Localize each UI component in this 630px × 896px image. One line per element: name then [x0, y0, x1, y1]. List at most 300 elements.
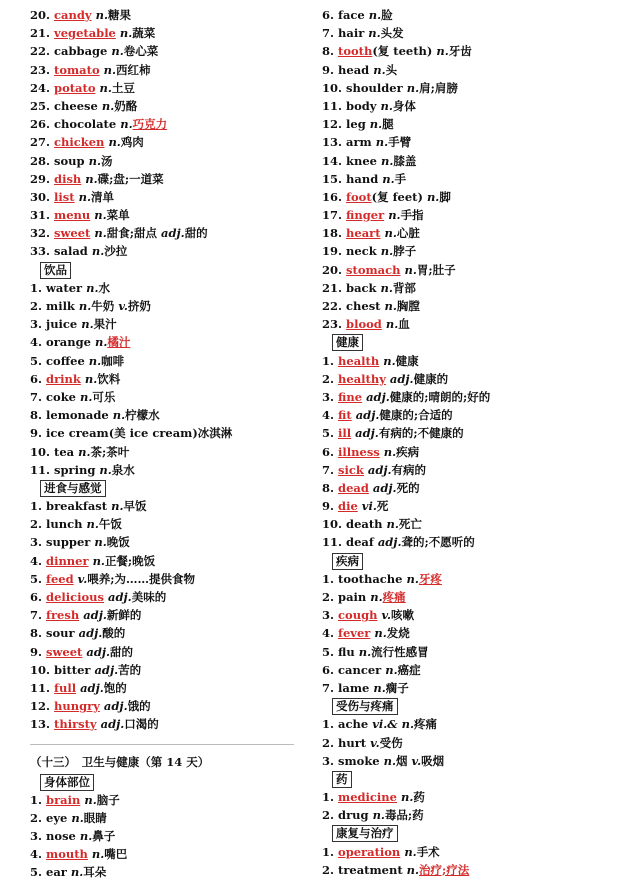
- entry-number: 1.: [322, 571, 335, 586]
- vocab-entry: [30, 115, 300, 133]
- entry-part-of-speech: n.: [119, 26, 133, 41]
- entry-number: 11.: [322, 535, 343, 550]
- entry-part-of-speech: n.: [101, 98, 115, 113]
- vocab-entry: [322, 352, 622, 370]
- entry-meaning: 药: [413, 790, 425, 805]
- entry-number: 6.: [322, 444, 335, 459]
- entry-number: 7.: [30, 608, 43, 623]
- entry-word: mouth: [46, 847, 88, 862]
- entry-meaning: 泉水: [111, 462, 135, 477]
- entry-number: 10.: [322, 80, 343, 95]
- category-heading-row: [30, 479, 300, 497]
- entry-part-of-speech: adj.: [80, 680, 104, 695]
- entry-word: healthy: [338, 371, 386, 386]
- category-heading-row: [30, 773, 300, 791]
- entry-word: death: [346, 517, 383, 532]
- vocab-entry: [322, 279, 622, 297]
- vocab-entry: [30, 370, 300, 388]
- entry-number: 13.: [30, 717, 51, 732]
- entry-meaning: 身体: [392, 98, 416, 113]
- entry-part-of-speech: n.: [78, 444, 91, 459]
- entry-number: 1.: [322, 790, 335, 805]
- entry-part-of-speech: n.: [384, 226, 397, 241]
- entry-meaning: 肩;肩膀: [419, 80, 458, 95]
- entry-meaning: 汤: [100, 153, 113, 168]
- entry-word: back: [346, 280, 377, 295]
- entry-number: 2.: [30, 810, 43, 825]
- entry-word: ache: [338, 717, 369, 732]
- vocab-entry: [322, 133, 622, 151]
- entry-part-of-speech: n.: [80, 389, 93, 404]
- entry-number: 21.: [322, 280, 343, 295]
- vocab-entry: [322, 479, 622, 497]
- entry-number: 12.: [322, 117, 343, 132]
- entry-number: 2.: [30, 517, 43, 532]
- entry-number: 8.: [30, 626, 43, 641]
- entry-number: 23.: [322, 317, 343, 332]
- entry-part-of-speech: n.: [71, 810, 84, 825]
- entry-number: 1.: [30, 280, 43, 295]
- entry-number: 30.: [30, 189, 51, 204]
- entry-word: knee: [346, 153, 377, 168]
- vocab-entry: [30, 809, 300, 827]
- category-heading-row: [322, 333, 622, 351]
- entry-word: tomato: [54, 62, 100, 77]
- entry-meaning: 聋的;不愿听的: [401, 535, 475, 550]
- entry-word: salad: [54, 244, 88, 259]
- entry-meaning: 晚饭: [106, 535, 130, 550]
- vocab-entry: [30, 315, 300, 333]
- vocab-entry: [322, 370, 622, 388]
- vocab-entry: [30, 97, 300, 115]
- entry-meaning: 蔬菜: [132, 26, 156, 41]
- entry-number: 28.: [30, 153, 51, 168]
- entry-number: 7.: [322, 26, 335, 41]
- entry-word: finger: [346, 208, 385, 223]
- entry-number: 1.: [30, 499, 43, 514]
- entry-meaning: 疼痛: [382, 590, 406, 604]
- entry-number: 4.: [30, 335, 43, 350]
- entry-word: vegetable: [54, 26, 116, 41]
- entry-part-of-speech: n.: [94, 335, 108, 350]
- entry-number: 25.: [30, 98, 51, 113]
- entry-number: 11.: [30, 462, 51, 477]
- vocab-entry: [30, 6, 300, 24]
- entry-word: tooth: [338, 44, 373, 59]
- entry-part-of-speech: n.: [95, 8, 108, 22]
- entry-number: 2.: [322, 862, 335, 877]
- entry-meaning: 死的: [396, 480, 420, 495]
- entry-number: 6.: [322, 8, 335, 22]
- entry-number: 6.: [30, 371, 43, 386]
- entry-word: orange: [46, 335, 91, 350]
- entry-part-of-speech: n.: [79, 829, 93, 844]
- entry-word: tea: [54, 444, 75, 459]
- vocab-entry: [322, 461, 622, 479]
- entry-meaning: 脖子: [393, 244, 417, 259]
- entry-word: fever: [338, 626, 371, 641]
- entry-meaning: 死亡: [398, 517, 422, 532]
- entry-part-of-speech: n.: [78, 299, 92, 313]
- entry-word: menu: [54, 208, 91, 223]
- entry-word: lemonade: [46, 408, 109, 423]
- entry-part-of-speech: vi.& n.: [372, 717, 414, 732]
- entry-meaning: 鼻子: [92, 829, 116, 844]
- entry-part-of-speech: n.: [386, 517, 399, 532]
- vocab-entry: [30, 679, 300, 697]
- entry-meaning: 清单: [90, 189, 114, 204]
- entry-number: 6.: [30, 590, 43, 604]
- entry-part-of-speech: adj.: [100, 717, 125, 732]
- entry-word: operation: [338, 844, 401, 859]
- entry-part-of-speech: n.: [385, 317, 399, 332]
- vocab-entry: [30, 297, 300, 315]
- entry-meaning: 健康的: [413, 371, 449, 386]
- entry-number: 19.: [322, 244, 343, 259]
- vocab-entry: [322, 788, 622, 806]
- entry-word: chicken: [54, 135, 105, 150]
- entry-number: 5.: [30, 353, 43, 368]
- entry-word: health: [338, 353, 380, 368]
- entry-word: chocolate: [54, 117, 117, 132]
- vocab-entry: [322, 97, 622, 115]
- vocab-entry: [322, 315, 622, 333]
- entry-meaning: 巧克力: [132, 117, 168, 132]
- entry-word: stomach: [346, 262, 401, 277]
- vocab-entry: [322, 643, 622, 661]
- entry-meaning: 疾病: [396, 444, 420, 459]
- entry-number: 22.: [30, 44, 51, 59]
- entry-word: water: [46, 280, 83, 295]
- entry-meaning: 手术: [416, 844, 440, 859]
- vocab-entry: [30, 24, 300, 42]
- entry-plural: (复 teeth): [372, 44, 433, 59]
- entry-meaning: 流行性感冒: [371, 644, 429, 659]
- entry-part-of-speech: v.: [370, 735, 380, 750]
- entry-word: dead: [338, 480, 369, 495]
- entry-word: fit: [338, 408, 352, 423]
- entry-number: 2.: [322, 371, 335, 386]
- entry-meaning: 奶酪: [114, 98, 138, 113]
- vocab-entry: [322, 624, 622, 642]
- entry-number: 3.: [322, 389, 335, 404]
- entry-meaning: 喂养;为……提供食物: [87, 571, 195, 586]
- entry-meaning: 治疗;疗法: [419, 862, 470, 877]
- vocab-entry: [30, 552, 300, 570]
- entry-meaning: 卷心菜: [123, 44, 159, 59]
- entry-number: 1.: [322, 844, 335, 859]
- vocab-entry: [30, 515, 300, 533]
- vocab-entry: [322, 6, 622, 24]
- vocab-entry: [30, 624, 300, 642]
- vocab-entry: [322, 261, 622, 279]
- vocab-entry: [30, 715, 300, 733]
- entry-meaning: 甜的: [110, 644, 134, 659]
- category-heading-row: [322, 770, 622, 788]
- entry-number: 7.: [322, 462, 335, 477]
- vocab-entry: [322, 170, 622, 188]
- entry-word: dinner: [46, 553, 89, 568]
- entry-part-of-speech: adj.: [372, 480, 397, 495]
- entry-part-of-speech: n.: [78, 189, 91, 204]
- entry-meaning: 橘汁: [107, 335, 131, 350]
- entry-word: arm: [346, 135, 372, 150]
- entry-meaning: 可乐: [92, 389, 116, 404]
- vocab-entry: [322, 515, 622, 533]
- vocab-entry: [322, 861, 622, 879]
- entry-number: 2.: [30, 299, 43, 313]
- entry-part-of-speech: n.: [88, 353, 102, 368]
- entry-part-of-speech: n.: [383, 753, 397, 768]
- entry-word: cheese: [54, 98, 98, 113]
- entry-number: 1.: [322, 717, 335, 732]
- entry-meaning: 酸的: [102, 626, 126, 641]
- entry-part-of-speech: n.: [382, 171, 395, 186]
- entry-meaning: 脑子: [96, 792, 120, 807]
- entry-part-of-speech: n.: [86, 517, 99, 532]
- entry-part-of-speech: n.: [384, 299, 397, 313]
- entry-meaning: 菜单: [106, 208, 130, 223]
- entry-word: head: [338, 62, 370, 77]
- entry-meaning: 饮料: [97, 371, 121, 386]
- entry-word: ill: [338, 426, 352, 441]
- entry-word: toothache: [338, 571, 403, 586]
- entry-meaning: 早饭: [123, 499, 147, 514]
- vocab-entry: [322, 497, 622, 515]
- entry-part-of-speech: n.: [404, 844, 417, 859]
- entry-meaning: 咖啡: [101, 353, 125, 368]
- entry-meaning: 冰淇淋: [197, 426, 233, 441]
- entry-part-of-speech: adj.: [103, 699, 128, 714]
- entry-part-of-speech: adj.: [355, 426, 379, 441]
- entry-part-of-speech: n.: [84, 371, 98, 386]
- entry-meaning: 水: [98, 280, 110, 295]
- entry-word: dish: [54, 171, 82, 186]
- entry-part-of-speech: n.: [84, 792, 97, 807]
- entry-word: shoulder: [346, 80, 403, 95]
- category-heading: 饮品: [40, 262, 71, 279]
- entry-meaning: 癌症: [397, 662, 421, 677]
- entry-meaning: 牙疼: [418, 571, 442, 586]
- entry-number: 20.: [30, 8, 51, 22]
- entry-word: flu: [338, 644, 355, 659]
- entry-number: 2.: [322, 735, 335, 750]
- entry-part-of-speech: n.: [374, 626, 387, 641]
- entry-part-of-speech: n.: [108, 135, 121, 150]
- entry-meaning: 甜食;甜点: [106, 226, 157, 241]
- entry-word: potato: [54, 80, 96, 95]
- entry-part-of-speech: n.: [401, 790, 414, 805]
- entry-part-of-speech: v.: [77, 571, 88, 586]
- right-column: [322, 6, 622, 879]
- entry-number: 9.: [30, 426, 43, 441]
- category-heading: 身体部位: [40, 774, 94, 791]
- entry-word: pain: [338, 590, 367, 604]
- entry-part-of-speech: n.: [383, 444, 397, 459]
- vocab-entry: [322, 297, 622, 315]
- entry-number: 17.: [322, 208, 343, 223]
- entry-number: 16.: [322, 189, 343, 204]
- entry-word: ice cream(美 ice cream): [46, 426, 198, 441]
- vocab-entry: [30, 443, 300, 461]
- entry-number: 33.: [30, 244, 51, 259]
- entry-meaning: 新鲜的: [106, 608, 142, 623]
- entry-number: 1.: [322, 353, 335, 368]
- entry-meaning: 心脏: [396, 226, 420, 241]
- entry-part-of-speech: n.: [381, 153, 394, 168]
- entry-part-of-speech: n.: [112, 408, 126, 423]
- entry-meaning: 有病的;不健康的: [378, 426, 464, 441]
- vocab-entry: [30, 61, 300, 79]
- entry-meaning: 糖果: [107, 8, 131, 22]
- entry-number: 5.: [322, 644, 335, 659]
- entry-meaning: 脚: [439, 189, 451, 204]
- entry-word: sweet: [54, 226, 91, 241]
- vocab-entry: [30, 170, 300, 188]
- entry-part-of-speech: adj.: [83, 608, 107, 623]
- entry-meaning-2: 吸烟: [421, 753, 445, 768]
- entry-number: 32.: [30, 226, 51, 241]
- vocab-entry: [322, 533, 622, 551]
- vocab-entry: [30, 206, 300, 224]
- entry-meaning: 血: [398, 317, 410, 332]
- entry-number: 8.: [322, 44, 335, 59]
- entry-meaning: 烟: [396, 753, 408, 768]
- entry-number: 26.: [30, 117, 51, 132]
- entry-meaning: 健康: [395, 353, 419, 368]
- left-column: [30, 6, 300, 882]
- vocab-entry: [30, 152, 300, 170]
- entry-number: 24.: [30, 80, 51, 95]
- entry-number: 4.: [30, 553, 43, 568]
- entry-part-of-speech: n.: [358, 644, 372, 659]
- vocab-entry: [322, 24, 622, 42]
- entry-word: treatment: [338, 862, 403, 877]
- entry-word: cancer: [338, 662, 382, 677]
- vocab-entry: [322, 443, 622, 461]
- entry-word: hand: [346, 171, 379, 186]
- entry-meaning: 西红柿: [116, 62, 151, 77]
- entry-word: full: [54, 680, 77, 695]
- vocab-entry: [322, 388, 622, 406]
- entry-word: hurt: [338, 735, 367, 750]
- vocab-entry: [322, 606, 622, 624]
- entry-meaning: 牙齿: [448, 44, 472, 59]
- entry-number: 22.: [322, 299, 343, 313]
- entry-word: drink: [46, 371, 81, 386]
- entry-meaning: 膝盖: [393, 153, 417, 168]
- entry-meaning: 毒品;药: [384, 808, 424, 823]
- category-heading: 康复与治疗: [332, 825, 398, 842]
- entry-meaning: 手: [394, 171, 407, 186]
- vocab-entry: [30, 133, 300, 151]
- entry-number: 29.: [30, 171, 51, 186]
- entry-meaning: 牛奶: [91, 299, 115, 313]
- entry-number: 7.: [322, 680, 335, 695]
- entry-meaning: 果汁: [93, 317, 117, 332]
- entry-part-of-speech: n.: [92, 553, 105, 568]
- entry-part-of-speech: n.: [383, 353, 396, 368]
- entry-word: juice: [46, 317, 78, 332]
- entry-word: body: [346, 98, 377, 113]
- entry-word: medicine: [338, 790, 397, 805]
- entry-part-of-speech: n.: [375, 135, 389, 150]
- entry-number: 4.: [322, 408, 335, 423]
- entry-number: 10.: [322, 517, 343, 532]
- entry-word: drug: [338, 808, 369, 823]
- entry-part-of-speech: n.: [368, 26, 381, 41]
- entry-number: 27.: [30, 135, 51, 150]
- entry-word: neck: [346, 244, 377, 259]
- entry-part-of-speech: adj.: [389, 371, 414, 386]
- vocab-entry: [322, 406, 622, 424]
- entry-number: 8.: [322, 480, 335, 495]
- entry-part-of-speech: n.: [426, 189, 440, 204]
- entry-part-of-speech: n.: [86, 280, 99, 295]
- entry-part-of-speech: n.: [380, 244, 394, 259]
- entry-word: bitter: [54, 662, 91, 677]
- vocab-entry: [30, 827, 300, 845]
- entry-word: nose: [46, 829, 76, 844]
- entry-part-of-speech: n.: [370, 590, 383, 604]
- vocab-entry: [30, 333, 300, 351]
- entry-word: spring: [54, 462, 96, 477]
- entry-part-of-speech: adj.: [355, 408, 380, 423]
- entry-word: feed: [46, 571, 74, 586]
- entry-meaning: 手臂: [388, 135, 412, 150]
- vocab-entry: [322, 752, 622, 770]
- entry-part-of-speech: n.: [385, 662, 398, 677]
- entry-part-of-speech: n.: [406, 862, 420, 877]
- vocab-entry: [322, 715, 622, 733]
- entry-number: 2.: [322, 590, 335, 604]
- vocab-entry: [30, 588, 300, 606]
- entry-meaning: 土豆: [111, 80, 135, 95]
- entry-number: 3.: [322, 608, 335, 623]
- vocab-entry: [30, 424, 300, 442]
- entry-number: 4.: [322, 626, 335, 641]
- category-heading-row: [322, 824, 622, 842]
- entry-part-of-speech: n.: [406, 571, 419, 586]
- entry-meaning: 碟;盘;一道菜: [97, 171, 164, 186]
- entry-number: 21.: [30, 26, 51, 41]
- entry-part-of-speech: n.: [88, 153, 101, 168]
- entry-meaning: 苦的: [118, 662, 142, 677]
- entry-part-of-speech: vi.: [361, 499, 377, 514]
- entry-number: 5.: [30, 865, 43, 880]
- entry-meaning: 茶;茶叶: [90, 444, 130, 459]
- entry-number: 5.: [30, 571, 43, 586]
- entry-meaning: 腿: [382, 117, 394, 132]
- vocab-entry: [322, 588, 622, 606]
- entry-number: 11.: [322, 98, 343, 113]
- entry-meaning: 美味的: [131, 590, 167, 604]
- entry-word: sour: [46, 626, 75, 641]
- entry-part-of-speech: adj.: [94, 662, 119, 677]
- entry-part-of-speech: n.: [436, 44, 449, 59]
- vocab-entry: [322, 570, 622, 588]
- entry-word: sick: [338, 462, 364, 477]
- entry-part-of-speech: n.: [372, 808, 385, 823]
- entry-meaning: 受伤: [379, 735, 403, 750]
- entry-word: foot: [346, 189, 372, 204]
- entry-part-of-speech: n.: [81, 317, 94, 332]
- section-title-row: [30, 751, 300, 773]
- category-heading-row: [322, 697, 622, 715]
- entry-number: 2.: [322, 808, 335, 823]
- entry-meaning: 耳朵: [83, 865, 107, 880]
- entry-number: 12.: [30, 699, 51, 714]
